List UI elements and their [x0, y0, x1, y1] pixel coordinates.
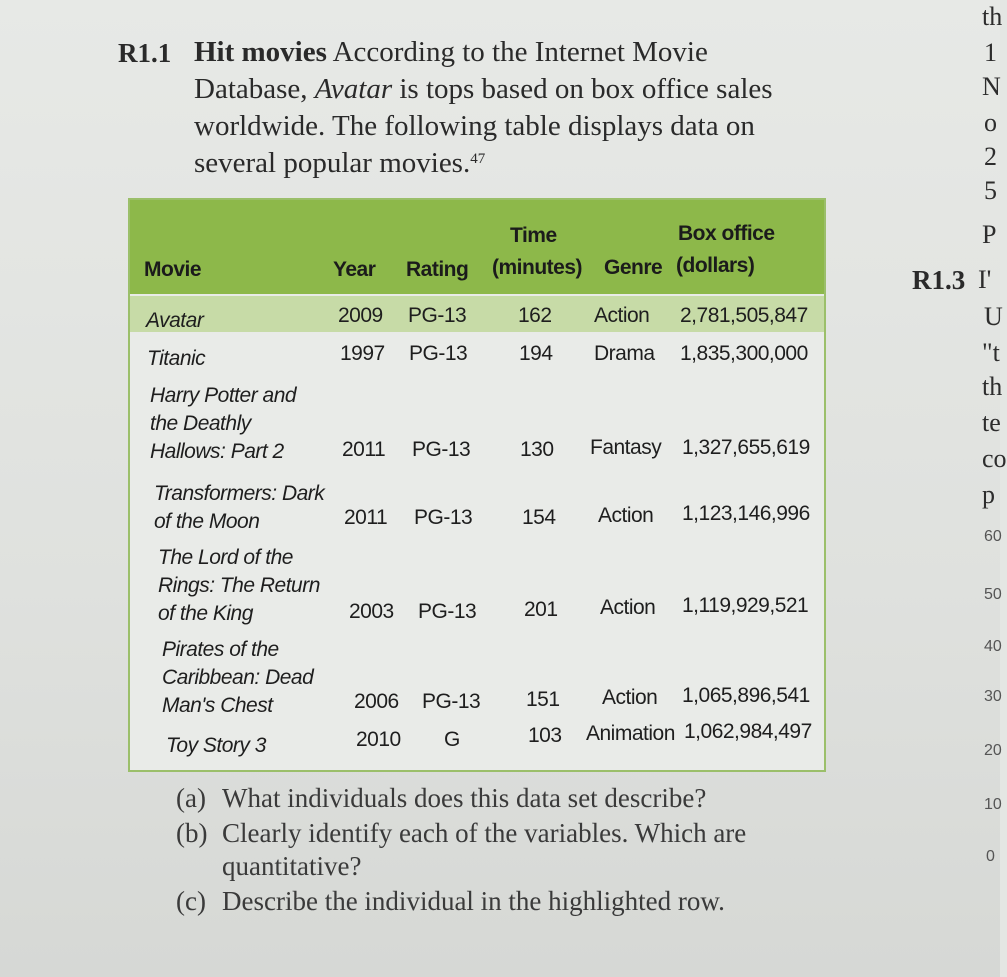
next-problem-number: R1.3 — [912, 265, 966, 295]
cell-box-office: 1,062,984,497 — [684, 720, 812, 743]
cell-rating: PG-13 — [409, 342, 468, 365]
problem-title: Hit movies — [194, 36, 327, 68]
cell-rating: PG-13 — [418, 600, 477, 623]
question-label: (b) — [176, 818, 208, 848]
edge-fragment: "t — [982, 338, 1000, 367]
cell-year: 1997 — [340, 342, 385, 365]
edge-fragment: U — [984, 302, 1003, 331]
edge-fragment: te — [982, 408, 1001, 437]
header-box-line2: (dollars) — [676, 254, 755, 277]
cell-genre: Action — [598, 504, 654, 527]
cell-box-office: 1,065,896,541 — [682, 684, 810, 707]
edge-fragment: th — [982, 372, 1003, 401]
cell-time: 154 — [522, 506, 556, 529]
edge-axis-number: 20 — [984, 742, 1002, 759]
edge-axis-number: 50 — [984, 586, 1002, 603]
edge-fragment: th — [982, 2, 1003, 31]
cell-year: 2010 — [356, 728, 401, 751]
table-header — [130, 200, 824, 294]
cell-rating: PG-13 — [414, 506, 473, 529]
cell-year: 2011 — [342, 438, 386, 461]
question-text: What individuals does this data set describe? — [222, 783, 707, 813]
question-text: Describe the individual in the highlighted row. — [222, 886, 725, 916]
cell-box-office: 1,123,146,996 — [682, 502, 810, 525]
cell-movie: Transformers: Dark of the Moon — [154, 482, 325, 533]
cell-rating: PG-13 — [422, 690, 481, 713]
edge-fragment: N — [982, 72, 1001, 101]
cell-time: 201 — [524, 598, 558, 621]
cell-year: 2003 — [349, 600, 394, 623]
question-label: (a) — [176, 783, 206, 813]
question-text: Clearly identify each of the variables. Which are quantitative? — [222, 818, 747, 881]
edge-axis-number: 10 — [984, 796, 1002, 813]
edge-fragment: 1 — [984, 38, 997, 67]
question-b — [176, 817, 796, 883]
edge-fragment: co — [982, 444, 1007, 473]
movie-data-table — [128, 198, 826, 772]
cell-genre: Action — [600, 596, 656, 619]
cell-movie: Harry Potter and the Deathly Hallows: Part 2 — [150, 384, 297, 463]
cell-year: 2006 — [354, 690, 399, 713]
footnote-marker: 47 — [470, 151, 486, 167]
question-label: (c) — [176, 886, 206, 916]
cell-box-office: 1,119,929,521 — [682, 594, 809, 617]
cell-movie: The Lord of the Rings: The Return of the King — [158, 546, 320, 625]
cell-rating: PG-13 — [408, 304, 467, 327]
cell-box-office: 1,327,655,619 — [682, 436, 810, 459]
cell-rating: PG-13 — [412, 438, 471, 461]
edge-axis-number: 30 — [984, 688, 1002, 705]
header-year: Year — [333, 258, 376, 281]
edge-fragment: 2 — [984, 142, 997, 171]
edge-fragment: p — [982, 480, 995, 509]
header-time-line2: (minutes) — [492, 256, 582, 279]
problem-number: R1.1 — [118, 38, 172, 68]
cell-year: 2009 — [338, 304, 383, 327]
cell-movie: Toy Story 3 — [166, 734, 266, 757]
header-box-line1: Box office — [678, 222, 775, 245]
problem-text-1: According to the Internet Movie Database, — [194, 36, 708, 105]
edge-axis-number: 40 — [984, 638, 1002, 655]
cell-movie: Pirates of the Caribbean: Dead Man's Chest — [162, 638, 314, 717]
header-rating: Rating — [406, 258, 469, 281]
cell-time: 162 — [518, 304, 552, 327]
cell-time: 130 — [520, 438, 554, 461]
cell-year: 2011 — [344, 506, 388, 529]
cell-genre: Action — [602, 686, 658, 709]
cell-genre: Action — [594, 304, 650, 327]
cell-box-office: 1,835,300,000 — [680, 342, 808, 365]
cell-movie: Titanic — [147, 347, 206, 370]
cell-rating: G — [444, 728, 460, 751]
cell-genre: Animation — [586, 722, 675, 745]
question-list — [176, 782, 796, 920]
problem-statement — [194, 34, 794, 182]
edge-axis-number: 0 — [986, 848, 995, 865]
question-c — [176, 885, 796, 918]
problem-text-2: is tops based on box office sales worldwide. The following table displays data on several popular movies. — [194, 73, 773, 179]
edge-fragment: I' — [978, 265, 992, 294]
edge-axis-number: 60 — [984, 528, 1002, 545]
cell-time: 194 — [519, 342, 553, 365]
cell-genre: Fantasy — [590, 436, 662, 459]
header-time-line1: Time — [510, 224, 557, 247]
cell-genre: Drama — [594, 342, 655, 365]
cell-time: 103 — [528, 724, 562, 747]
cell-box-office: 2,781,505,847 — [680, 304, 808, 327]
edge-fragment: 5 — [984, 176, 997, 205]
cell-time: 151 — [526, 688, 560, 711]
question-a — [176, 782, 796, 815]
header-genre: Genre — [604, 256, 663, 279]
header-movie: Movie — [144, 258, 202, 281]
problem-italic-word: Avatar — [314, 73, 393, 105]
edge-fragment: P — [982, 220, 997, 249]
edge-fragment: o — [984, 108, 997, 137]
cell-movie: Avatar — [146, 309, 204, 332]
